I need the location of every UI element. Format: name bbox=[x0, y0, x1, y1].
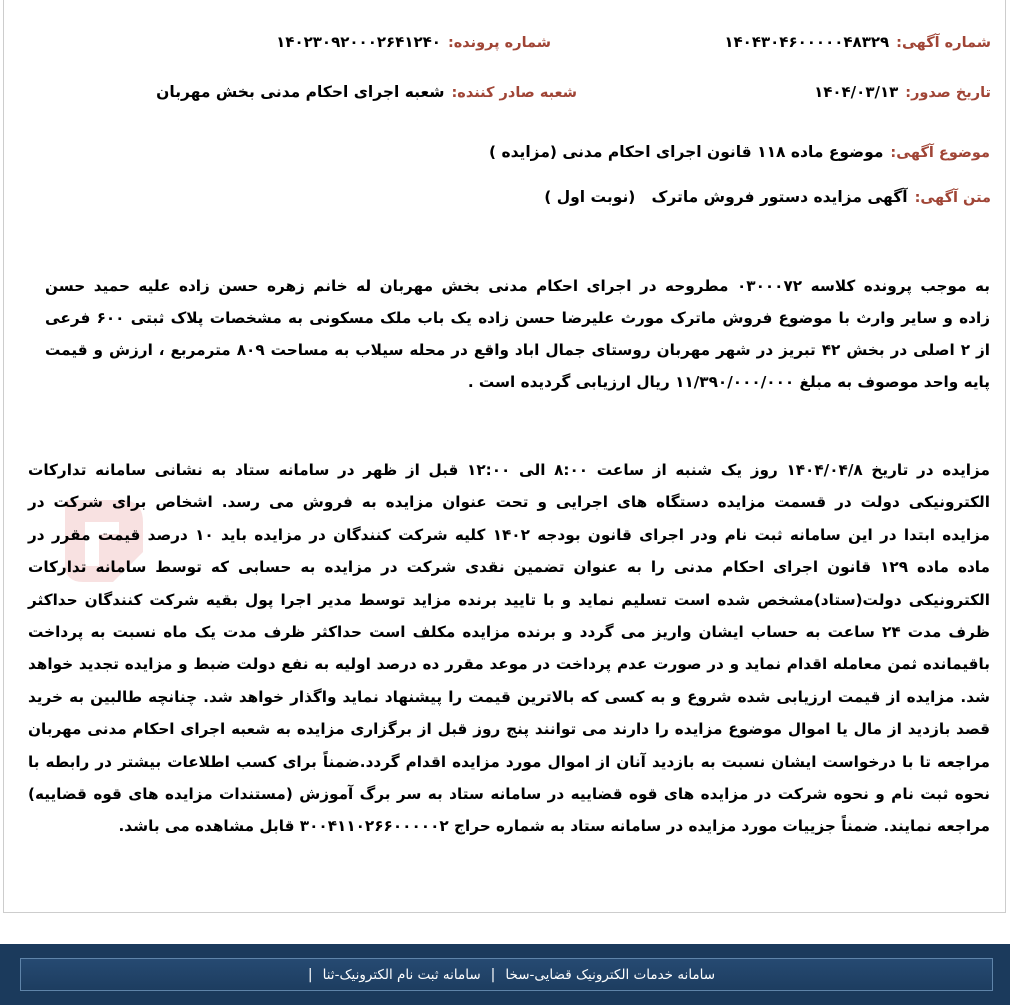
paragraph-line: مراجعه تا با درخواست ایشان نسبت به بازدید آنان از اموال مورد مزایده اقدام گردد.ضمناً برای کسب اطلاعات بیشتر در رابطه با bbox=[28, 752, 990, 771]
paragraph-line: قصد بازدید از مال یا اموال موضوع مزایده را دارند می توانند پنج روز قبل از برگزاری مزایده به شعبه اجرای احکام مدنی مهربان bbox=[28, 720, 990, 739]
notice-subject-field bbox=[489, 140, 990, 164]
notice-subject-value: موضوع ماده ۱۱۸ قانون اجرای احکام مدنی (مزایده ) bbox=[488, 143, 884, 161]
footer-separator: | bbox=[307, 966, 313, 983]
issue-date-label: تاریخ صدور: bbox=[905, 85, 991, 101]
footer-link-sakha[interactable]: سامانه خدمات الکترونیک قضایی-سخا bbox=[505, 966, 716, 983]
issuing-branch-label: شعبه صادر کننده: bbox=[451, 85, 577, 101]
paragraph-line: مزایده در تاریخ ۱۴۰۴/۰۴/۸ روز یک شنبه از ساعت ۸:۰۰ الی ۱۲:۰۰ قبل از ظهر در سامانه ستاد به نشانی سامانه تدارکات bbox=[28, 461, 990, 479]
paragraph-line: زاده و سایر وارث با موضوع فروش ماترک مورث علیرضا حسن زاده یک باب ملک مسکونی به مشخصات پلاک ثبتی ۶۰۰ فرعی bbox=[45, 309, 990, 327]
paragraph-line: مراجعه نمایند. ضمناً جزییات مورد مزایده در سامانه ستاد به شماره حراج ۳۰۰۴۱۱۰۲۶۶۰۰۰۰۰۲ قابل مشاهده می باشد. bbox=[118, 817, 990, 836]
footer-link-bar bbox=[20, 958, 993, 991]
notice-number-label: شماره آگهی: bbox=[896, 35, 991, 51]
notice-paragraph-1 bbox=[45, 270, 990, 398]
case-number-value: ۱۴۰۲۳۰۹۲۰۰۰۲۶۴۱۲۴۰ bbox=[276, 33, 441, 51]
footer-separator: | bbox=[490, 966, 496, 983]
paragraph-line: ماده ماده ۱۲۹ قانون اجرای احکام مدنی را به عنوان تضمین نقدی شرکت در مزایده به حسابی که توسط سامانه تدارکات bbox=[28, 558, 990, 577]
footer-link-sana[interactable]: سامانه ثبت نام الکترونیک-ثنا bbox=[322, 966, 481, 983]
notice-number-field bbox=[724, 30, 991, 54]
notice-paragraph-2 bbox=[28, 454, 990, 843]
paragraph-line: باقیمانده ثمن معامله اقدام نماید و در صورت عدم پرداخت در موعد مقرر ده درصد اولیه به نفع دولت ضبط و مزایده تجدید خواهد bbox=[28, 655, 990, 674]
paragraph-line: ظرف مدت ۲۴ ساعت به حساب ایشان واریز می گردد و برنده مزایده مکلف است حداکثر ظرف مدت یک ماه نسبت به پرداخت bbox=[28, 623, 990, 642]
paragraph-line: نحوه ثبت نام و نحوه شرکت در مزایده های قوه قضاییه در سامانه ستاد به سر برگ آموزش (مستندات مزایده های قوه قضاییه) bbox=[28, 785, 990, 804]
paragraph-line: مزایده ابتدا در این سامانه ثبت نام ودر اجرای قانون بودجه ۱۴۰۲ کلیه شرکت کنندگان در مزایده باید ۱۰ درصد قیمت مقرر در bbox=[28, 525, 990, 544]
notice-subject-label: موضوع آگهی: bbox=[890, 145, 990, 161]
notice-text-label: متن آگهی: bbox=[914, 190, 991, 206]
paragraph-line: شد. مزایده از قیمت ارزیابی شده شروع و به کسی که بالاترین قیمت را پیشنهاد نماید واگذار خواهد شد. چنانچه طالبین به خرید bbox=[28, 687, 990, 706]
issue-date-field bbox=[814, 80, 991, 104]
paragraph-line: الکترونیکی دولت در قسمت مزایده دستگاه های اجرایی و تحت عنوان مزایده به فروش می رسد. اشخاص برای شرکت در bbox=[28, 493, 990, 512]
paragraph-line: پایه واحد موصوف به مبلغ ۱۱/۳۹۰/۰۰۰/۰۰۰ ریال ارزیابی گردیده است . bbox=[467, 373, 990, 391]
issuing-branch-field bbox=[156, 80, 577, 104]
case-number-field bbox=[276, 30, 551, 54]
issue-date-value: ۱۴۰۴/۰۳/۱۳ bbox=[814, 83, 899, 101]
notice-number-value: ۱۴۰۴۳۰۴۶۰۰۰۰۰۴۸۳۲۹ bbox=[724, 33, 890, 51]
paragraph-line: به موجب پرونده کلاسه ۰۳۰۰۰۷۲ مطروحه در اجرای احکام مدنی بخش مهربان له خانم زهره حسن زاده علیه حمید حسن bbox=[45, 277, 990, 295]
notice-text-value: آگهی مزایده دستور فروش ماترک (نوبت اول ) bbox=[544, 188, 908, 206]
case-number-label: شماره پرونده: bbox=[447, 35, 551, 51]
site-footer bbox=[0, 944, 1010, 1005]
paragraph-line: از ۲ اصلی در بخش ۴۲ تبریز در شهر مهربان روستای جمال اباد واقع در محله سیلاب به مساحت ۸۰۹ مترمربع ، ارزش و قیمت bbox=[45, 341, 990, 359]
notice-text-field bbox=[544, 185, 991, 209]
issuing-branch-value: شعبه اجرای احکام مدنی بخش مهربان bbox=[156, 83, 445, 101]
paragraph-line: الکترونیکی دولت(ستاد)مشخص شده است تسلیم نماید و با تایید برنده مزاید توسط مدیر اجرا پول بقیه شرکت کنندگان حداکثر bbox=[28, 590, 990, 609]
